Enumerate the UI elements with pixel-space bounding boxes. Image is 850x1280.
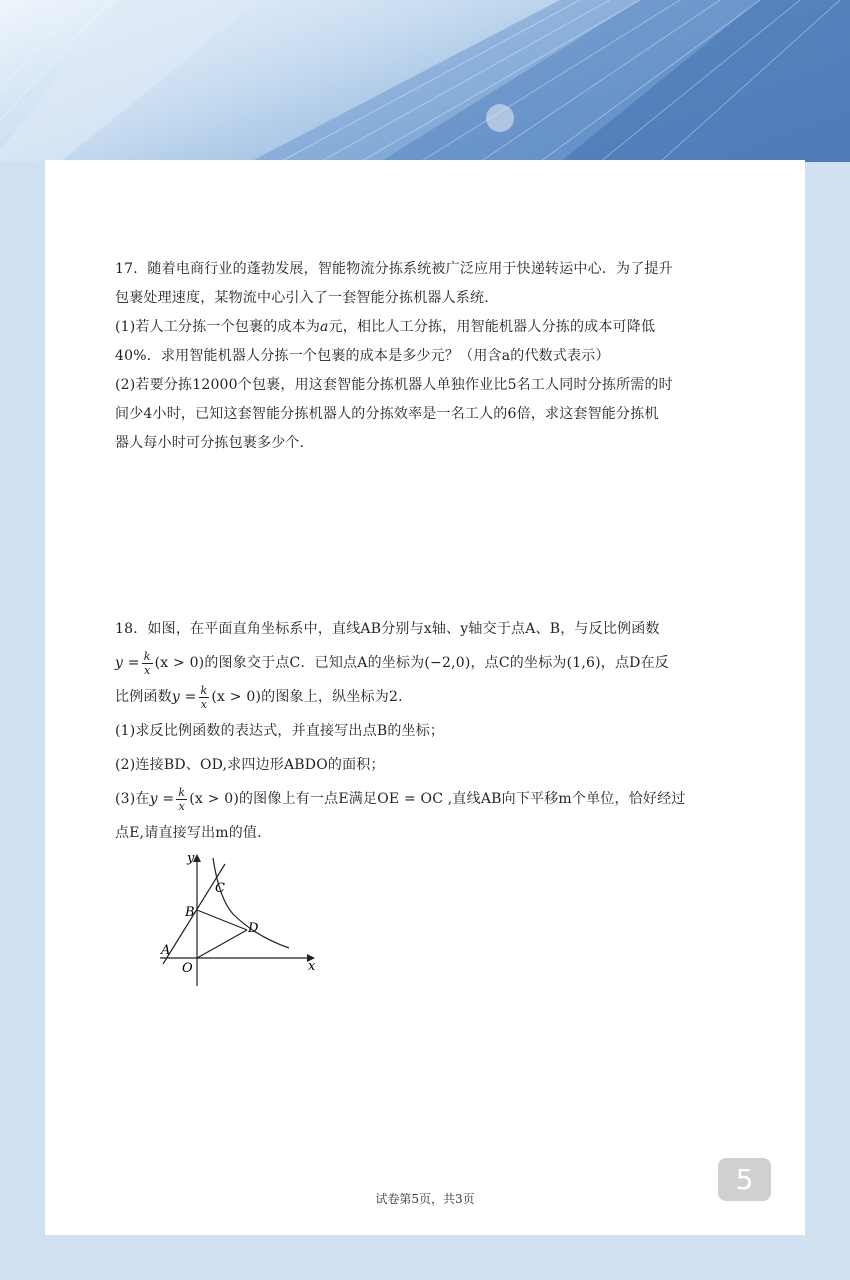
label-b: B [185, 905, 195, 920]
q18-part2: (2)连接BD、OD,求四边形ABDO的面积； [115, 757, 385, 773]
header-banner [0, 0, 850, 162]
q17-line1: 17．随着电商行业的蓬勃发展，智能物流分拣系统被广泛应用于快递转运中心．为了提升 [115, 261, 673, 277]
segment-od [197, 930, 247, 958]
coordinate-figure [155, 850, 325, 990]
q17-line2: 包裹处理速度，某物流中心引入了一套智能分拣机器人系统. [115, 290, 489, 306]
q18-part3-cont: 点E,请直接写出m的值. [115, 825, 262, 841]
q17-part1-cont: 40%．求用智能机器人分拣一个包裹的成本是多少元？（用含a的代数式表示） [115, 348, 610, 364]
q17-part2-cont: 间少4小时，已知这套智能分拣机器人的分拣效率是一名工人的6倍，求这套智能分拣机 [115, 406, 659, 422]
label-y: y [187, 851, 195, 866]
question-17 [115, 255, 690, 458]
question-18 [115, 612, 690, 850]
page-footer: 试卷第5页，共3页 [375, 1192, 475, 1206]
label-c: C [215, 881, 225, 896]
q17-part2: (2)若要分拣12000个包裹，用这套智能分拣机器人单独作业比5名工人同时分拣所需的时 [115, 377, 673, 393]
q17-part2-end: 器人每小时可分拣包裹多少个. [115, 435, 305, 451]
q17-part1: (1)若人工分拣一个包裹的成本为a元，相比人工分拣，用智能机器人分拣的成本可降低 [115, 319, 656, 335]
label-d: D [248, 921, 259, 936]
page-number-badge: 5 [718, 1158, 771, 1201]
label-o: O [182, 961, 193, 976]
q18-part1: (1)求反比例函数的表达式，并直接写出点B的坐标； [115, 723, 445, 739]
q18-line3: 比例函数y = $\frac{k}{x}$ (x > 0)的图象上，纵坐标为2. [115, 683, 403, 711]
building-photo [0, 0, 850, 162]
q18-part3: (3)在y = $\frac{k}{x}$ (x > 0)的图像上有一点E满足OE = OC ,直线AB向下平移m个单位，恰好经过 [115, 785, 686, 813]
label-a: A [161, 943, 171, 958]
label-x: x [308, 959, 316, 974]
q18-line1: 18．如图，在平面直角坐标系中，直线AB分别与x轴、y轴交于点A、B，与反比例函数 [115, 621, 660, 637]
q18-line2: y = $\frac{k}{x}$ (x > 0)的图象交于点C．已知点A的坐标为(−2,0)，点C的坐标为(1,6)，点D在反 [115, 649, 670, 677]
